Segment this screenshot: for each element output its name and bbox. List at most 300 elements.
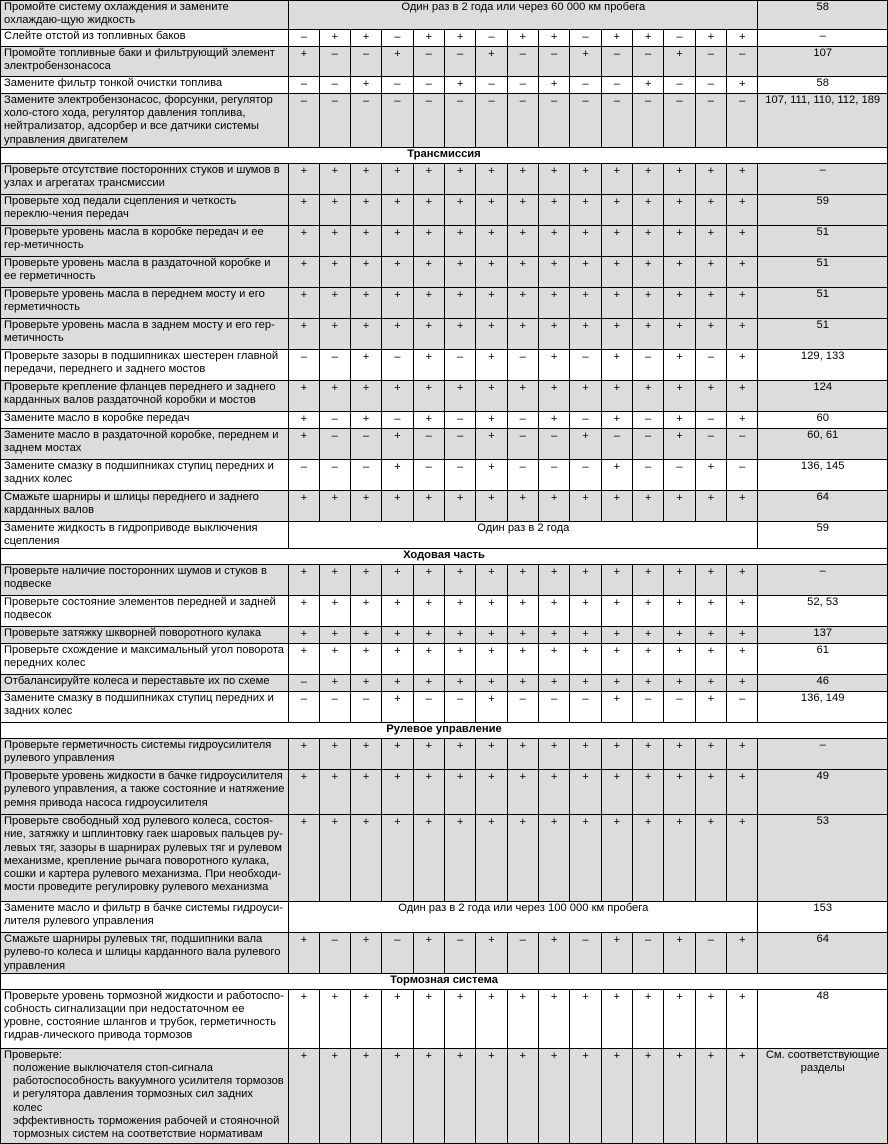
interval-mark-cell: – xyxy=(382,933,413,974)
interval-mark-cell: – xyxy=(601,428,632,459)
interval-mark-cell: – xyxy=(695,94,726,148)
page-reference-cell: 51 xyxy=(758,287,888,318)
interval-mark-cell: + xyxy=(476,989,507,1048)
interval-mark-cell: – xyxy=(319,77,350,94)
interval-mark-cell: + xyxy=(664,739,695,770)
interval-mark-cell: + xyxy=(695,565,726,596)
interval-mark-cell: + xyxy=(570,770,601,815)
interval-mark-cell: + xyxy=(319,256,350,287)
interval-mark-cell: + xyxy=(319,644,350,675)
interval-mark-cell: + xyxy=(319,739,350,770)
operation-text: Проверьте уровень масла в коробке передач и ее гер-метичность xyxy=(4,225,264,252)
interval-mark-cell: – xyxy=(413,459,444,490)
interval-mark-cell: + xyxy=(476,692,507,723)
interval-mark-cell: + xyxy=(476,770,507,815)
interval-mark-cell: + xyxy=(632,256,663,287)
interval-mark-cell: + xyxy=(413,815,444,902)
interval-mark-cell: – xyxy=(664,77,695,94)
interval-span-cell: Один раз в 2 года или через 100 000 км пробега xyxy=(289,902,758,933)
interval-mark-cell: + xyxy=(632,77,663,94)
interval-mark-cell: + xyxy=(632,770,663,815)
interval-mark-cell: – xyxy=(507,94,538,148)
interval-mark-cell: – xyxy=(444,411,475,428)
interval-mark-cell: + xyxy=(538,933,569,974)
interval-mark-cell: + xyxy=(413,490,444,521)
interval-mark-cell: + xyxy=(319,380,350,411)
interval-mark-cell: + xyxy=(664,349,695,380)
interval-mark-cell: + xyxy=(601,989,632,1048)
interval-mark-cell: + xyxy=(570,47,601,77)
interval-mark-cell: + xyxy=(413,770,444,815)
interval-mark-cell: + xyxy=(664,770,695,815)
interval-mark-cell: + xyxy=(538,770,569,815)
interval-mark-cell: – xyxy=(382,30,413,47)
interval-mark-cell: + xyxy=(476,459,507,490)
interval-mark-cell: + xyxy=(382,989,413,1048)
interval-mark-cell: + xyxy=(382,692,413,723)
table-row xyxy=(1,521,888,548)
interval-mark-cell: – xyxy=(319,47,350,77)
interval-span-cell: Один раз в 2 года xyxy=(289,521,758,548)
interval-mark-cell: + xyxy=(289,815,319,902)
interval-mark-cell: – xyxy=(538,692,569,723)
table-row xyxy=(1,459,888,490)
interval-mark-cell: + xyxy=(476,627,507,644)
interval-mark-cell: + xyxy=(444,163,475,194)
operation-cell xyxy=(1,459,289,490)
operation-text: Замените масло и фильтр в бачке системы гидроуси-лителя рулевого управления xyxy=(4,902,283,928)
interval-mark-cell: + xyxy=(695,815,726,902)
interval-mark-cell: + xyxy=(601,770,632,815)
interval-mark-cell: – xyxy=(476,94,507,148)
interval-mark-cell: + xyxy=(632,627,663,644)
interval-mark-cell: + xyxy=(727,194,758,225)
table-row xyxy=(1,565,888,596)
interval-mark-cell: + xyxy=(695,194,726,225)
interval-mark-cell: + xyxy=(413,675,444,692)
page-reference-cell: 46 xyxy=(758,675,888,692)
interval-mark-cell: + xyxy=(444,30,475,47)
interval-mark-cell: – xyxy=(444,428,475,459)
interval-mark-cell: + xyxy=(444,77,475,94)
interval-mark-cell: + xyxy=(727,318,758,349)
page-reference-cell: 49 xyxy=(758,770,888,815)
interval-mark-cell: – xyxy=(507,77,538,94)
interval-mark-cell: – xyxy=(727,459,758,490)
interval-mark-cell: – xyxy=(601,94,632,148)
interval-mark-cell: – xyxy=(664,30,695,47)
interval-mark-cell: + xyxy=(413,30,444,47)
interval-mark-cell: – xyxy=(664,692,695,723)
table-row xyxy=(1,989,888,1048)
interval-mark-cell: + xyxy=(507,770,538,815)
operation-text: Замените фильтр тонкой очистки топлива xyxy=(4,77,223,89)
interval-mark-cell: + xyxy=(444,318,475,349)
interval-mark-cell: + xyxy=(538,739,569,770)
operation-cell xyxy=(1,349,289,380)
interval-mark-cell: + xyxy=(289,565,319,596)
interval-mark-cell: + xyxy=(601,739,632,770)
operation-text: Проверьте зазоры в подшипниках шестерен главной передачи, переднего и заднего мостов xyxy=(4,349,279,376)
interval-mark-cell: – xyxy=(632,428,663,459)
operation-cell xyxy=(1,692,289,723)
interval-mark-cell: + xyxy=(695,770,726,815)
page-reference-cell: – xyxy=(758,30,888,47)
interval-mark-cell: + xyxy=(538,256,569,287)
interval-mark-cell: + xyxy=(444,675,475,692)
interval-mark-cell: + xyxy=(695,256,726,287)
interval-mark-cell: + xyxy=(444,380,475,411)
interval-mark-cell: – xyxy=(570,94,601,148)
interval-mark-cell: + xyxy=(570,318,601,349)
interval-mark-cell: + xyxy=(289,933,319,974)
interval-mark-cell: + xyxy=(601,411,632,428)
interval-mark-cell: + xyxy=(382,675,413,692)
interval-mark-cell: + xyxy=(289,411,319,428)
interval-mark-cell: + xyxy=(476,739,507,770)
page-reference-cell: 51 xyxy=(758,318,888,349)
interval-mark-cell: + xyxy=(382,644,413,675)
interval-mark-cell: + xyxy=(319,287,350,318)
interval-mark-cell: + xyxy=(319,770,350,815)
interval-mark-cell: + xyxy=(570,287,601,318)
table-row xyxy=(1,692,888,723)
interval-mark-cell: + xyxy=(570,256,601,287)
interval-mark-cell: – xyxy=(444,349,475,380)
interval-mark-cell: + xyxy=(601,815,632,902)
section-title: Ходовая часть xyxy=(1,549,888,565)
interval-mark-cell: + xyxy=(413,644,444,675)
operation-cell xyxy=(1,739,289,770)
operation-text: Проверьте уровень жидкости в бачке гидроусилителя рулевого управления, а также состояние и натяжение ремня привода насоса гидроусилителя xyxy=(4,770,285,809)
interval-mark-cell: + xyxy=(476,287,507,318)
interval-mark-cell: + xyxy=(632,318,663,349)
interval-mark-cell: + xyxy=(664,627,695,644)
interval-mark-cell: – xyxy=(319,692,350,723)
interval-mark-cell: – xyxy=(319,459,350,490)
interval-mark-cell: + xyxy=(695,30,726,47)
interval-mark-cell: + xyxy=(413,933,444,974)
interval-mark-cell: + xyxy=(382,380,413,411)
interval-mark-cell: + xyxy=(632,163,663,194)
operation-text: Проверьте затяжку шкворней поворотного кулака xyxy=(4,627,262,640)
interval-mark-cell: + xyxy=(476,815,507,902)
interval-mark-cell: + xyxy=(632,565,663,596)
interval-mark-cell: + xyxy=(319,1048,350,1143)
interval-mark-cell: + xyxy=(476,428,507,459)
table-row xyxy=(1,380,888,411)
interval-mark-cell: + xyxy=(382,596,413,627)
interval-mark-cell: + xyxy=(601,675,632,692)
interval-mark-cell: + xyxy=(664,490,695,521)
table-row xyxy=(1,194,888,225)
interval-mark-cell: + xyxy=(382,490,413,521)
interval-mark-cell: + xyxy=(507,225,538,256)
interval-mark-cell: + xyxy=(538,225,569,256)
interval-mark-cell: – xyxy=(664,94,695,148)
interval-mark-cell: + xyxy=(632,380,663,411)
interval-mark-cell: – xyxy=(289,94,319,148)
interval-mark-cell: + xyxy=(727,770,758,815)
operation-text: Замените электробензонасос, форсунки, регулятор холо-стого хода, регулятор давления топлива, нейтрализатор, адсорбер и все датчики системы управления двигателем xyxy=(4,94,273,146)
interval-mark-cell: – xyxy=(507,349,538,380)
interval-mark-cell: + xyxy=(476,349,507,380)
interval-mark-cell: – xyxy=(413,692,444,723)
interval-mark-cell: + xyxy=(727,627,758,644)
interval-mark-cell: – xyxy=(570,77,601,94)
operation-cell xyxy=(1,163,289,194)
interval-mark-cell: – xyxy=(413,77,444,94)
interval-mark-cell: + xyxy=(538,644,569,675)
interval-mark-cell: – xyxy=(507,428,538,459)
interval-mark-cell: + xyxy=(382,163,413,194)
interval-mark-cell: + xyxy=(727,256,758,287)
interval-mark-cell: + xyxy=(695,163,726,194)
interval-mark-cell: + xyxy=(570,225,601,256)
operation-cell xyxy=(1,380,289,411)
interval-mark-cell: – xyxy=(632,94,663,148)
interval-mark-cell: + xyxy=(413,380,444,411)
table-row xyxy=(1,256,888,287)
interval-mark-cell: + xyxy=(476,380,507,411)
interval-mark-cell: + xyxy=(319,627,350,644)
interval-mark-cell: + xyxy=(476,1048,507,1143)
interval-mark-cell: + xyxy=(695,318,726,349)
operation-text: Проверьте крепление фланцев переднего и заднего карданных валов раздаточной коробки и мостов xyxy=(4,380,276,407)
operation-text: Проверьте уровень масла в заднем мосту и его гер-метичность xyxy=(4,318,275,345)
operation-list-item: работоспособность вакуумного усилителя тормозов и регулятора давления тормозных сил задних колес xyxy=(13,1075,284,1114)
interval-mark-cell: + xyxy=(444,989,475,1048)
operation-cell xyxy=(1,256,289,287)
interval-mark-cell: + xyxy=(538,596,569,627)
interval-mark-cell: + xyxy=(444,1048,475,1143)
interval-mark-cell: + xyxy=(319,565,350,596)
interval-mark-cell: + xyxy=(695,675,726,692)
table-row xyxy=(1,30,888,47)
operation-text: Проверьте герметичность системы гидроусилителя рулевого управления xyxy=(4,739,272,765)
table-row xyxy=(1,675,888,692)
page-reference-cell: 107 xyxy=(758,47,888,77)
interval-mark-cell: + xyxy=(727,349,758,380)
interval-mark-cell: + xyxy=(507,1048,538,1143)
operation-cell xyxy=(1,318,289,349)
interval-mark-cell: + xyxy=(632,989,663,1048)
table-row xyxy=(1,287,888,318)
interval-mark-cell: + xyxy=(664,256,695,287)
interval-mark-cell: + xyxy=(538,989,569,1048)
interval-mark-cell: + xyxy=(727,933,758,974)
page-reference-cell: 61 xyxy=(758,644,888,675)
interval-mark-cell: – xyxy=(413,47,444,77)
interval-mark-cell: + xyxy=(507,739,538,770)
interval-mark-cell: + xyxy=(350,194,381,225)
interval-mark-cell: + xyxy=(289,490,319,521)
operation-cell xyxy=(1,225,289,256)
operation-text: Смажьте шарниры рулевых тяг, подшипники вала рулево-го колеса и шлицы карданного вала рулевого управления xyxy=(4,933,281,972)
interval-mark-cell: + xyxy=(350,318,381,349)
interval-mark-cell: + xyxy=(382,428,413,459)
interval-mark-cell: + xyxy=(444,256,475,287)
operation-text: Замените масло в раздаточной коробке, переднем и заднем мостах xyxy=(4,428,279,455)
interval-mark-cell: – xyxy=(319,94,350,148)
interval-mark-cell: + xyxy=(507,30,538,47)
operation-cell xyxy=(1,933,289,974)
interval-mark-cell: + xyxy=(289,739,319,770)
interval-mark-cell: + xyxy=(695,739,726,770)
interval-mark-cell: – xyxy=(382,411,413,428)
interval-mark-cell: + xyxy=(601,380,632,411)
interval-mark-cell: + xyxy=(444,225,475,256)
interval-mark-cell: – xyxy=(538,459,569,490)
interval-mark-cell: + xyxy=(538,349,569,380)
page-reference-cell: 58 xyxy=(758,1,888,30)
interval-mark-cell: + xyxy=(444,565,475,596)
interval-mark-cell: – xyxy=(507,459,538,490)
interval-mark-cell: + xyxy=(538,815,569,902)
interval-mark-cell: + xyxy=(664,644,695,675)
page-reference-cell: 64 xyxy=(758,490,888,521)
page-reference-cell: 59 xyxy=(758,194,888,225)
interval-mark-cell: – xyxy=(695,77,726,94)
interval-mark-cell: + xyxy=(413,627,444,644)
interval-mark-cell: – xyxy=(570,692,601,723)
interval-mark-cell: + xyxy=(444,770,475,815)
interval-mark-cell: – xyxy=(289,30,319,47)
interval-mark-cell: + xyxy=(319,318,350,349)
interval-mark-cell: + xyxy=(727,739,758,770)
interval-mark-cell: + xyxy=(413,989,444,1048)
interval-mark-cell: + xyxy=(507,627,538,644)
operation-cell xyxy=(1,77,289,94)
page-reference-cell: 137 xyxy=(758,627,888,644)
interval-mark-cell: + xyxy=(382,256,413,287)
interval-mark-cell: + xyxy=(444,287,475,318)
interval-mark-cell: – xyxy=(695,349,726,380)
operation-text: Проверьте схождение и максимальный угол поворота передних колес xyxy=(4,644,284,670)
interval-mark-cell: + xyxy=(601,225,632,256)
interval-mark-cell: – xyxy=(413,428,444,459)
table-row xyxy=(1,77,888,94)
interval-mark-cell: + xyxy=(382,770,413,815)
interval-mark-cell: + xyxy=(632,287,663,318)
interval-mark-cell: + xyxy=(570,1048,601,1143)
table-row xyxy=(1,94,888,148)
page-reference-cell: 136, 145 xyxy=(758,459,888,490)
operation-cell xyxy=(1,521,289,548)
interval-mark-cell: + xyxy=(538,287,569,318)
interval-mark-cell: – xyxy=(444,94,475,148)
interval-mark-cell: – xyxy=(507,411,538,428)
interval-mark-cell: + xyxy=(507,256,538,287)
interval-mark-cell: + xyxy=(664,1048,695,1143)
page-reference-cell: 124 xyxy=(758,380,888,411)
interval-mark-cell: – xyxy=(350,428,381,459)
interval-mark-cell: + xyxy=(476,675,507,692)
operation-text: Проверьте свободный ход рулевого колеса, состоя-ние, затяжку и шплинтовку гаек шаровых пальцев ру-левых тяг, зазоры в шарнирах рулевых тяг и рулевом механизме, крепление рычага поворотного кулака, сошки и картера рулевого механизма. При необходи-мости проведите регулировку рулевого механизма xyxy=(4,815,283,894)
interval-mark-cell: + xyxy=(727,30,758,47)
page-reference-cell: – xyxy=(758,739,888,770)
interval-mark-cell: + xyxy=(601,565,632,596)
interval-mark-cell: + xyxy=(664,596,695,627)
operation-cell xyxy=(1,989,289,1048)
interval-mark-cell: + xyxy=(570,739,601,770)
table-row xyxy=(1,428,888,459)
operation-text: Замените масло в коробке передач xyxy=(4,411,190,424)
interval-mark-cell: – xyxy=(319,933,350,974)
interval-mark-cell: + xyxy=(413,565,444,596)
operation-text: Замените смазку в подшипниках ступиц передних и задних колес xyxy=(4,692,274,718)
interval-mark-cell: – xyxy=(601,47,632,77)
interval-mark-cell: – xyxy=(289,459,319,490)
interval-mark-cell: + xyxy=(601,256,632,287)
operation-text: Проверьте ход педали сцепления и четкость переклю-чения передач xyxy=(4,194,237,221)
interval-mark-cell: – xyxy=(632,349,663,380)
table-row xyxy=(1,225,888,256)
table-row xyxy=(1,1048,888,1143)
operation-text: Замените смазку в подшипниках ступиц передних и задних колес xyxy=(4,459,274,486)
interval-mark-cell: + xyxy=(570,596,601,627)
interval-mark-cell: + xyxy=(570,163,601,194)
interval-mark-cell: + xyxy=(382,287,413,318)
interval-mark-cell: – xyxy=(350,459,381,490)
interval-mark-cell: + xyxy=(476,256,507,287)
interval-mark-cell: + xyxy=(289,989,319,1048)
interval-mark-cell: + xyxy=(601,459,632,490)
operation-cell xyxy=(1,287,289,318)
interval-mark-cell: + xyxy=(695,644,726,675)
interval-mark-cell: – xyxy=(538,428,569,459)
interval-mark-cell: + xyxy=(601,194,632,225)
operation-text: Замените жидкость в гидроприводе выключения сцепления xyxy=(4,521,258,548)
operation-list-item: эффективность торможения рабочей и стояночной тормозных систем на соответствие нормативам xyxy=(13,1114,280,1141)
operation-text: Отбалансируйте колеса и переставьте их по схеме xyxy=(4,675,270,688)
interval-mark-cell: + xyxy=(413,194,444,225)
interval-mark-cell: – xyxy=(632,933,663,974)
interval-mark-cell: + xyxy=(382,739,413,770)
interval-mark-cell: – xyxy=(350,47,381,77)
interval-mark-cell: – xyxy=(727,94,758,148)
interval-mark-cell: + xyxy=(727,225,758,256)
interval-mark-cell: + xyxy=(538,675,569,692)
interval-mark-cell: – xyxy=(289,692,319,723)
interval-mark-cell: + xyxy=(289,318,319,349)
interval-mark-cell: + xyxy=(413,411,444,428)
interval-mark-cell: – xyxy=(289,675,319,692)
interval-mark-cell: – xyxy=(632,411,663,428)
interval-mark-cell: + xyxy=(538,627,569,644)
interval-mark-cell: – xyxy=(601,77,632,94)
interval-mark-cell: + xyxy=(695,692,726,723)
section-title: Тормозная система xyxy=(1,973,888,989)
interval-mark-cell: + xyxy=(319,490,350,521)
interval-mark-cell: + xyxy=(319,989,350,1048)
interval-mark-cell: – xyxy=(319,411,350,428)
interval-mark-cell: + xyxy=(601,30,632,47)
page-reference-cell: 129, 133 xyxy=(758,349,888,380)
section-header xyxy=(1,723,888,739)
page-reference-cell: 60, 61 xyxy=(758,428,888,459)
interval-mark-cell: + xyxy=(289,770,319,815)
interval-mark-cell: + xyxy=(319,815,350,902)
interval-mark-cell: – xyxy=(444,692,475,723)
interval-mark-cell: – xyxy=(695,411,726,428)
interval-mark-cell: + xyxy=(695,459,726,490)
interval-mark-cell: + xyxy=(601,1048,632,1143)
interval-mark-cell: – xyxy=(538,94,569,148)
interval-mark-cell: – xyxy=(507,47,538,77)
interval-mark-cell: + xyxy=(350,349,381,380)
interval-mark-cell: + xyxy=(507,675,538,692)
